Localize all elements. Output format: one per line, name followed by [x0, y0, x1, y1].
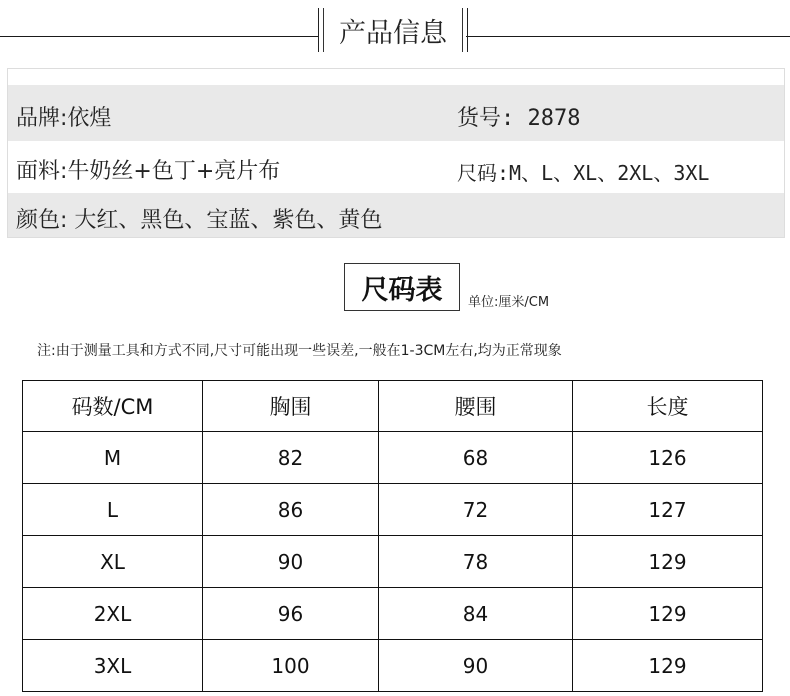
waist-cell: 90 — [379, 640, 573, 692]
header-rule-left — [0, 36, 318, 37]
table-row — [23, 484, 763, 536]
waist-cell: 78 — [379, 536, 573, 588]
info-row-brand — [8, 85, 784, 141]
header-size: 码数/CM — [23, 381, 203, 432]
length-cell: 127 — [573, 484, 763, 536]
waist-cell: 68 — [379, 432, 573, 484]
chest-cell: 90 — [203, 536, 379, 588]
size-cell: M — [23, 432, 203, 484]
chest-cell: 96 — [203, 588, 379, 640]
length-cell: 129 — [573, 588, 763, 640]
size-table — [22, 380, 763, 692]
colors-text: 颜色: 大红、黑色、宝蓝、紫色、黄色 — [16, 208, 383, 233]
waist-cell: 84 — [379, 588, 573, 640]
section-title-text: 产品信息 — [339, 17, 447, 49]
size-cell: 2XL — [23, 588, 203, 640]
table-row — [23, 588, 763, 640]
table-row — [23, 536, 763, 588]
header-length: 长度 — [573, 381, 763, 432]
table-row — [23, 432, 763, 484]
fabric-text: 面料:牛奶丝+色丁+亮片布 — [16, 159, 281, 184]
size-chart-unit: 单位:厘米/CM — [468, 295, 550, 310]
product-info-panel — [7, 68, 785, 238]
header-waist: 腰围 — [379, 381, 573, 432]
table-row — [23, 640, 763, 692]
brand-text: 品牌:依煌 — [16, 106, 112, 131]
length-cell: 129 — [573, 536, 763, 588]
chest-cell: 86 — [203, 484, 379, 536]
section-title — [318, 8, 468, 52]
header-rule-right — [466, 36, 790, 37]
size-cell: L — [23, 484, 203, 536]
header-chest: 胸围 — [203, 381, 379, 432]
chest-cell: 100 — [203, 640, 379, 692]
measurement-note: 注:由于测量工具和方式不同,尺寸可能出现一些误差,一般在1-3CM左右,均为正常现象 — [37, 343, 562, 359]
table-header-row — [23, 381, 763, 432]
size-chart-title: 尺码表 — [344, 263, 460, 311]
item-number-text: 货号: 2878 — [457, 106, 581, 131]
size-cell: 3XL — [23, 640, 203, 692]
sizes-text: 尺码:M、L、XL、2XL、3XL — [457, 161, 710, 185]
length-cell: 126 — [573, 432, 763, 484]
size-cell: XL — [23, 536, 203, 588]
length-cell: 129 — [573, 640, 763, 692]
waist-cell: 72 — [379, 484, 573, 536]
chest-cell: 82 — [203, 432, 379, 484]
